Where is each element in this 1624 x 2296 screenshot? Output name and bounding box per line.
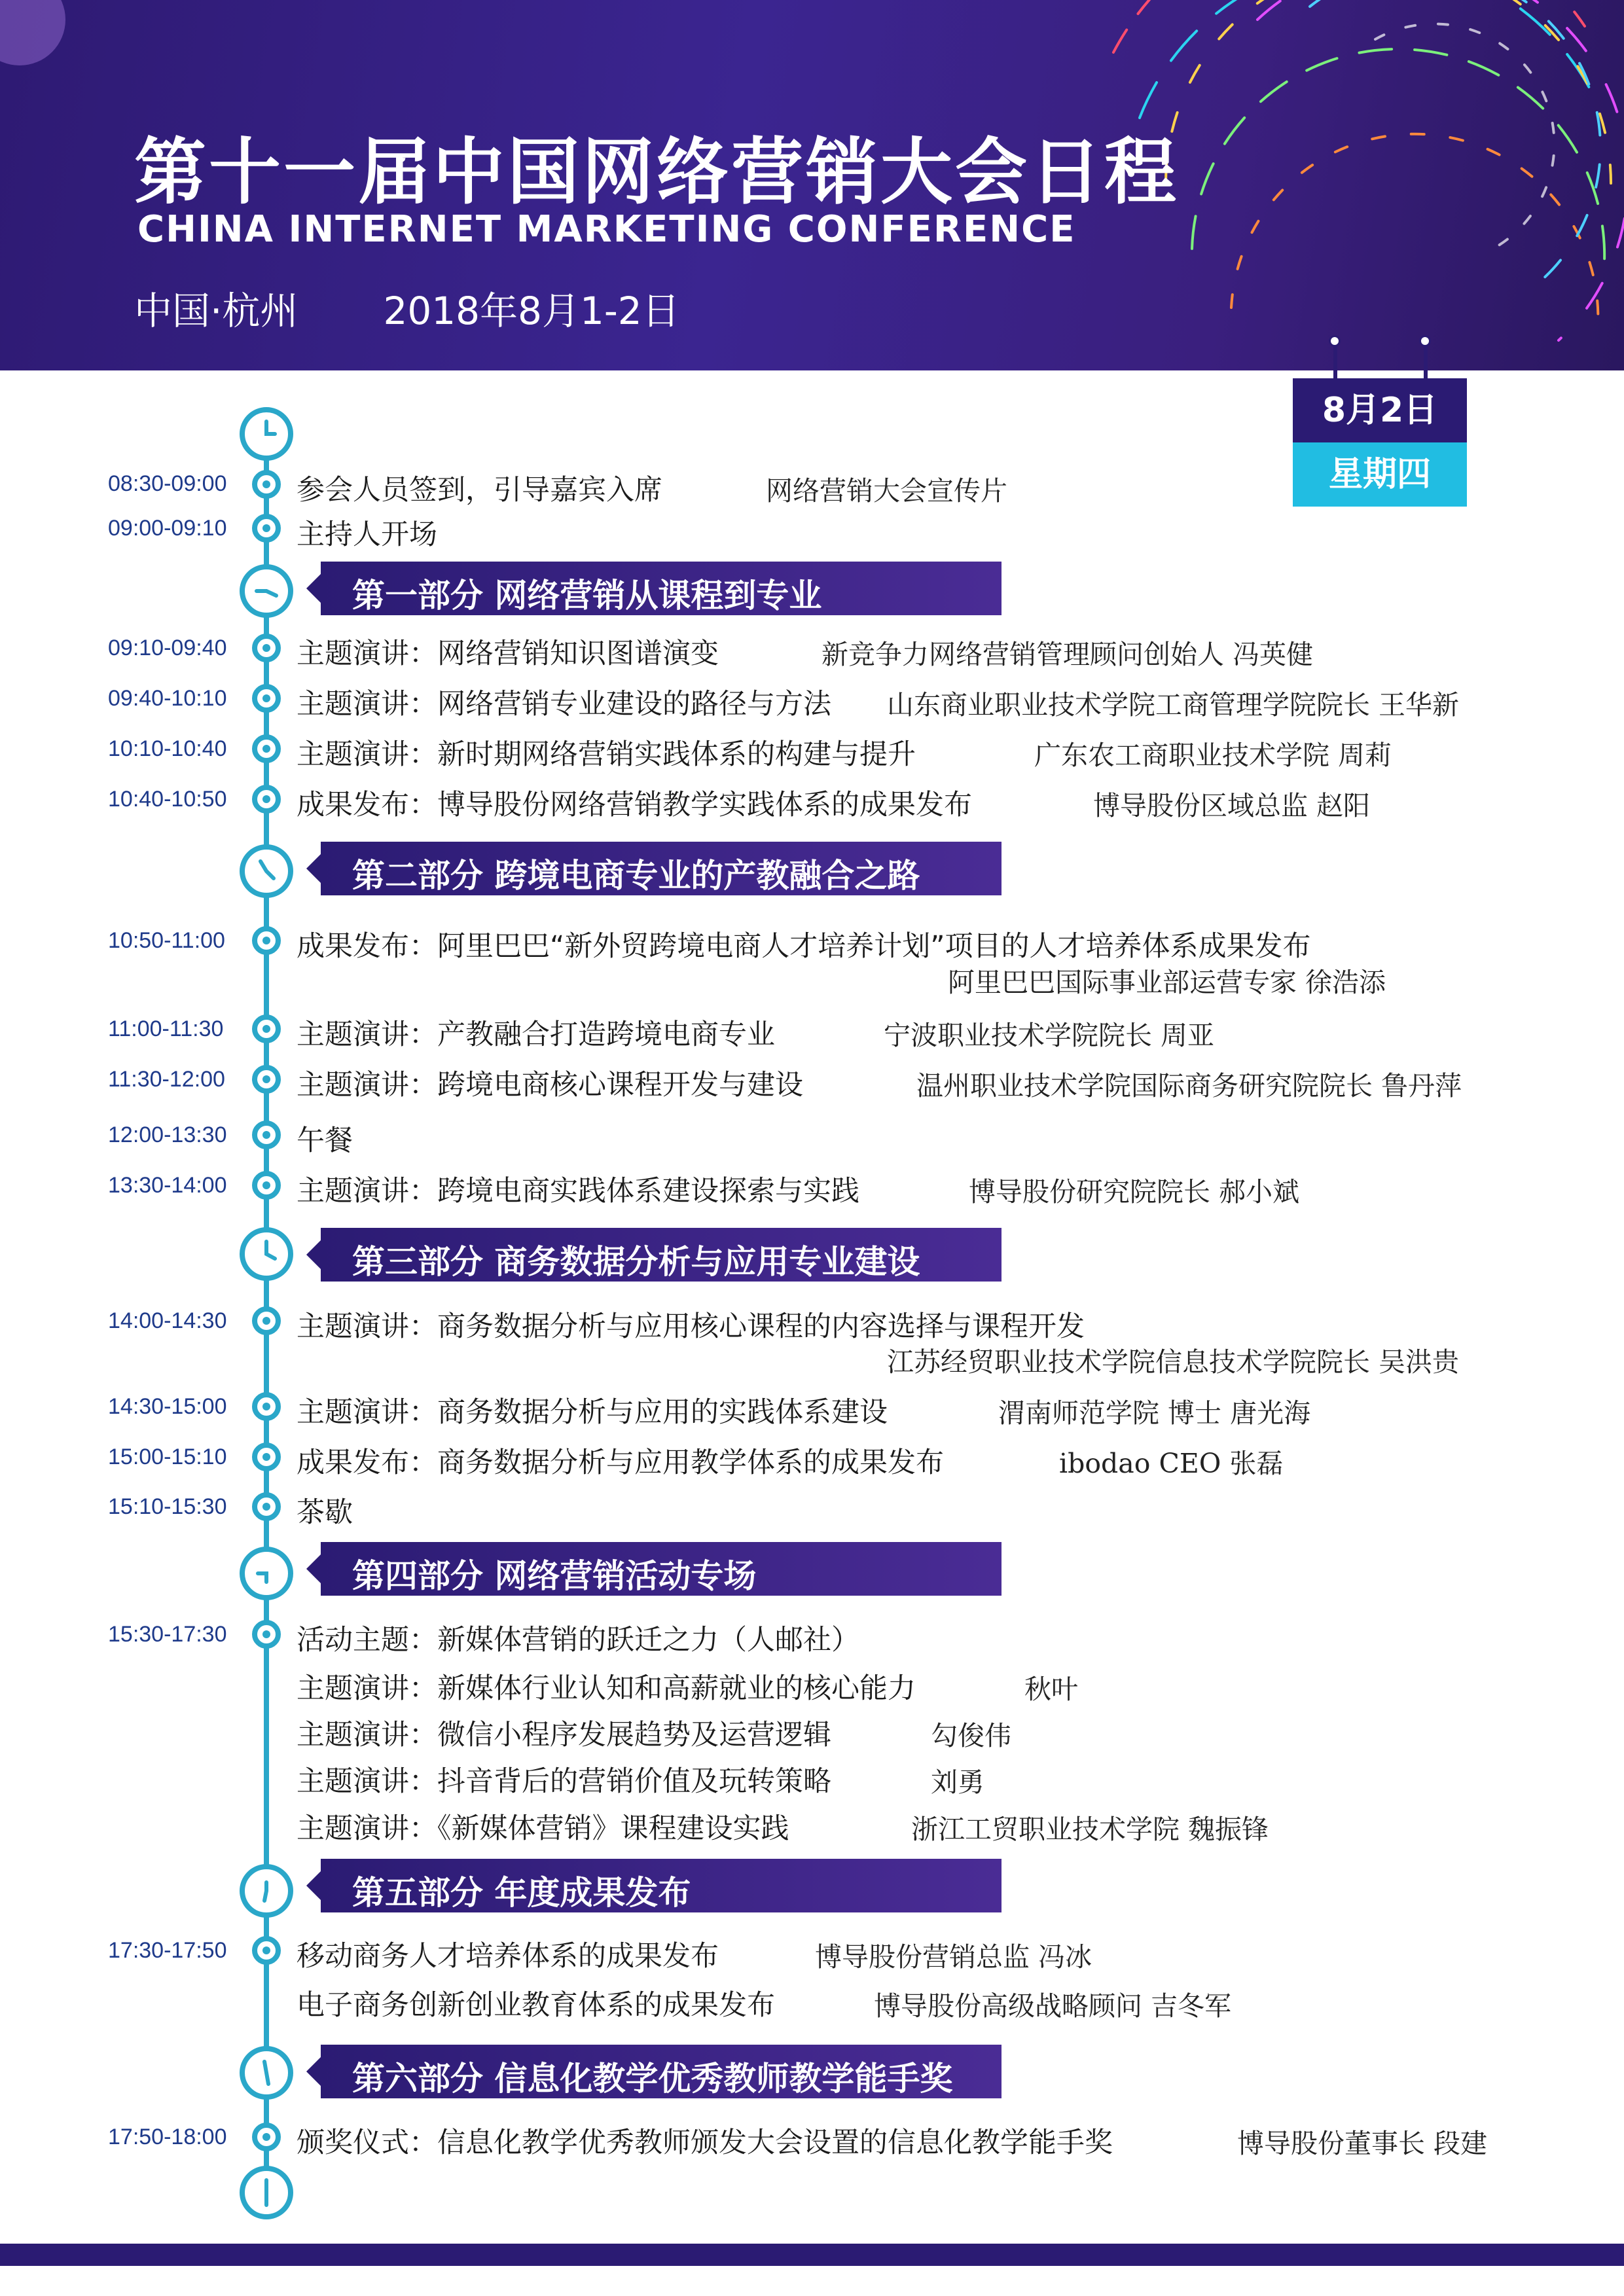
row-item: 主题演讲：网络营销知识图谱演变 bbox=[297, 637, 719, 670]
section-header: 第六部分 信息化教学优秀教师教学能手奖 bbox=[321, 2045, 1001, 2098]
row-time: 11:30-12:00 bbox=[108, 1067, 225, 1092]
conference-title: 第十一届中国网络营销大会日程 bbox=[134, 130, 1179, 214]
row-item: 主题演讲：《新媒体营销》课程建设实践 bbox=[297, 1812, 789, 1845]
row-item: 主题演讲：产教融合打造跨境电商专业 bbox=[297, 1018, 775, 1051]
row-item: 主题演讲：跨境电商核心课程开发与建设 bbox=[297, 1069, 803, 1102]
timeline-dot bbox=[252, 734, 281, 763]
row-speaker: 广东农工商职业技术学院 周莉 bbox=[1034, 740, 1392, 771]
header-banner bbox=[0, 0, 1624, 370]
row-time: 10:50-11:00 bbox=[108, 928, 225, 953]
row-item: 成果发布：阿里巴巴“新外贸跨境电商人才培养计划”项目的人才培养体系成果发布 bbox=[297, 930, 1311, 963]
day-date: 8月2日 bbox=[1293, 378, 1467, 442]
row-speaker: 博导股份董事长 段建 bbox=[1237, 2128, 1488, 2159]
conference-english-title: CHINA INTERNET MARKETING CONFERENCE bbox=[137, 208, 1076, 251]
timeline-dot bbox=[252, 926, 281, 955]
timeline-dot bbox=[252, 2123, 281, 2151]
row-time: 08:30-09:00 bbox=[108, 471, 227, 496]
timeline-dot bbox=[252, 1171, 281, 1200]
row-time: 09:40-10:10 bbox=[108, 686, 227, 711]
timeline-dot bbox=[252, 1936, 281, 1965]
row-item: 主持人开场 bbox=[297, 518, 437, 551]
row-time: 11:00-11:30 bbox=[108, 1016, 224, 1041]
row-item: 移动商务人才培养体系的成果发布 bbox=[297, 1940, 719, 1973]
clock-icon bbox=[240, 1864, 293, 1918]
row-speaker: 秋叶 bbox=[1024, 1674, 1078, 1705]
section-header: 第五部分 年度成果发布 bbox=[321, 1859, 1001, 1912]
section-header: 第二部分 跨境电商专业的产教融合之路 bbox=[321, 842, 1001, 895]
row-speaker: 温州职业技术学院国际商务研究院院长 鲁丹萍 bbox=[916, 1070, 1462, 1102]
clock-icon bbox=[240, 1227, 293, 1281]
timeline-dot bbox=[252, 1121, 281, 1149]
row-speaker: 网络营销大会宣传片 bbox=[766, 475, 1007, 507]
day-date-box bbox=[1293, 378, 1467, 507]
row-item: 成果发布：商务数据分析与应用教学体系的成果发布 bbox=[297, 1446, 944, 1479]
timeline-dot bbox=[252, 470, 281, 499]
section-header: 第四部分 网络营销活动专场 bbox=[321, 1542, 1001, 1596]
row-item: 成果发布：博导股份网络营销教学实践体系的成果发布 bbox=[297, 789, 972, 821]
row-item: 电子商务创新创业教育体系的成果发布 bbox=[297, 1989, 775, 2022]
conference-date: 2018年8月1-2日 bbox=[383, 289, 680, 333]
row-item: 颁奖仪式：信息化教学优秀教师颁发大会设置的信息化教学能手奖 bbox=[297, 2126, 1113, 2159]
row-time: 10:40-10:50 bbox=[108, 787, 227, 812]
clock-icon bbox=[240, 2166, 293, 2219]
timeline-dot bbox=[252, 1014, 281, 1043]
row-time: 09:10-09:40 bbox=[108, 636, 227, 660]
row-item: 主题演讲：商务数据分析与应用核心课程的内容选择与课程开发 bbox=[297, 1310, 1085, 1343]
row-item: 主题演讲：新媒体行业认知和高薪就业的核心能力 bbox=[297, 1672, 916, 1705]
row-item: 主题演讲：新时期网络营销实践体系的构建与提升 bbox=[297, 738, 916, 771]
row-item: 参会人员签到，引导嘉宾入席 bbox=[297, 474, 662, 507]
clock-icon bbox=[240, 564, 293, 618]
timeline-dot bbox=[252, 1306, 281, 1335]
footer-bar bbox=[0, 2244, 1624, 2266]
timeline-dot bbox=[252, 1065, 281, 1094]
row-item: 主题演讲：微信小程序发展趋势及运营逻辑 bbox=[297, 1719, 831, 1751]
row-time: 12:00-13:30 bbox=[108, 1122, 227, 1147]
pin-icon bbox=[1424, 342, 1428, 378]
row-speaker: 阿里巴巴国际事业部运营专家 徐浩添 bbox=[948, 967, 1386, 998]
decorative-circle bbox=[0, 0, 65, 65]
day-weekday: 星期四 bbox=[1293, 442, 1467, 507]
pin-icon bbox=[1333, 342, 1337, 378]
row-time: 14:30-15:00 bbox=[108, 1394, 227, 1419]
row-time: 10:10-10:40 bbox=[108, 736, 227, 761]
row-time: 15:00-15:10 bbox=[108, 1444, 227, 1469]
row-speaker: 勾俊伟 bbox=[931, 1720, 1011, 1751]
row-item: 茶歇 bbox=[297, 1496, 353, 1529]
location: 中国·杭州 bbox=[134, 289, 298, 333]
location-date-line bbox=[134, 280, 765, 335]
clock-icon bbox=[240, 1547, 293, 1600]
row-speaker: 博导股份营销总监 冯冰 bbox=[815, 1941, 1092, 1973]
row-speaker: 山东商业职业技术学院工商管理学院院长 王华新 bbox=[887, 689, 1460, 721]
timeline-dot bbox=[252, 634, 281, 662]
row-speaker: 新竞争力网络营销管理顾问创始人 冯英健 bbox=[821, 639, 1314, 670]
row-speaker: ibodao CEO 张磊 bbox=[1059, 1448, 1284, 1479]
row-item: 主题演讲：抖音背后的营销价值及玩转策略 bbox=[297, 1765, 831, 1798]
row-time: 17:50-18:00 bbox=[108, 2125, 227, 2149]
timeline-dot bbox=[252, 1443, 281, 1471]
row-speaker: 江苏经贸职业技术学院信息技术学院院长 吴洪贵 bbox=[887, 1346, 1460, 1378]
row-item: 主题演讲：商务数据分析与应用的实践体系建设 bbox=[297, 1396, 888, 1429]
row-speaker: 浙江工贸职业技术学院 魏振锋 bbox=[911, 1814, 1269, 1845]
row-time: 13:30-14:00 bbox=[108, 1173, 227, 1198]
timeline-dot bbox=[252, 1392, 281, 1421]
row-time: 14:00-14:30 bbox=[108, 1308, 227, 1333]
timeline-dot bbox=[252, 1620, 281, 1649]
row-item: 主题演讲：网络营销专业建设的路径与方法 bbox=[297, 688, 831, 721]
row-speaker: 宁波职业技术学院院长 周亚 bbox=[884, 1020, 1215, 1051]
clock-icon bbox=[240, 407, 293, 461]
row-speaker: 博导股份研究院院长 郝小斌 bbox=[969, 1176, 1300, 1208]
row-speaker: 博导股份区域总监 赵阳 bbox=[1093, 790, 1371, 821]
timeline-dot bbox=[252, 1492, 281, 1521]
section-header: 第一部分 网络营销从课程到专业 bbox=[321, 562, 1001, 615]
timeline-dot bbox=[252, 785, 281, 814]
clock-icon bbox=[240, 2046, 293, 2100]
row-item: 午餐 bbox=[297, 1124, 353, 1157]
timeline-dot bbox=[252, 684, 281, 713]
row-item: 主题演讲：跨境电商实践体系建设探索与实践 bbox=[297, 1175, 859, 1208]
row-speaker: 博导股份高级战略顾问 吉冬军 bbox=[874, 1990, 1232, 2022]
section-header: 第三部分 商务数据分析与应用专业建设 bbox=[321, 1228, 1001, 1282]
row-time: 15:10-15:30 bbox=[108, 1494, 227, 1519]
row-time: 17:30-17:50 bbox=[108, 1938, 227, 1963]
clock-icon bbox=[240, 844, 293, 898]
timeline-dot bbox=[252, 514, 281, 543]
row-speaker: 刘勇 bbox=[931, 1767, 984, 1798]
row-time: 15:30-17:30 bbox=[108, 1622, 227, 1647]
row-time: 09:00-09:10 bbox=[108, 516, 227, 541]
row-speaker: 渭南师范学院 博士 唐光海 bbox=[998, 1397, 1311, 1429]
row-item: 活动主题：新媒体营销的跃迁之力（人邮社） bbox=[297, 1624, 859, 1657]
